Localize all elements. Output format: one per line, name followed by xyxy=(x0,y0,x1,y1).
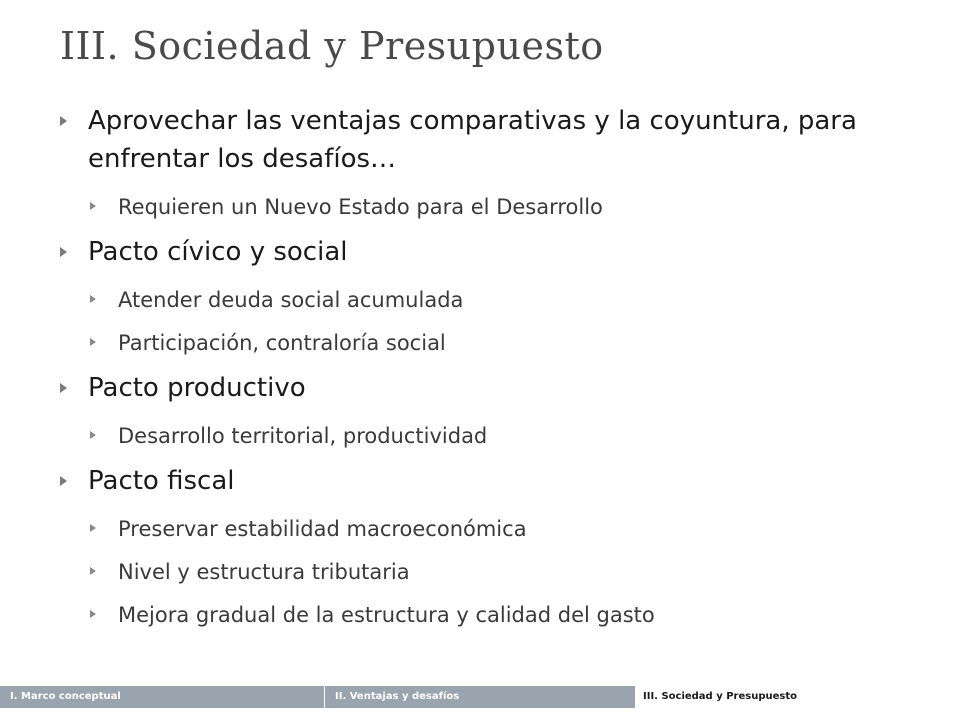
bullet-item xyxy=(56,369,936,407)
bullet-text: Pacto fiscal xyxy=(88,466,235,496)
bullet-text: Aprovechar las ventajas comparativas y la coyuntura, para enfrentar los desafíos… xyxy=(88,106,857,174)
sub-bullet-text: Preservar estabilidad macroeconómica xyxy=(118,517,527,541)
triangle-right-icon xyxy=(60,383,67,393)
sub-bullet-item xyxy=(56,422,936,450)
bullet-text: Pacto cívico y social xyxy=(88,237,348,267)
sub-bullet-text: Mejora gradual de la estructura y calidad del gasto xyxy=(118,603,655,627)
sub-bullet-item xyxy=(56,558,936,586)
triangle-right-icon xyxy=(90,295,96,303)
sub-bullet-text: Participación, contraloría social xyxy=(118,331,446,355)
triangle-right-icon xyxy=(60,116,67,126)
triangle-right-icon xyxy=(60,247,67,257)
footer-tab-ventajas-desafios[interactable]: II. Ventajas y desafíos xyxy=(325,686,635,708)
triangle-right-icon xyxy=(90,338,96,346)
footer-tab-marco-conceptual[interactable]: I. Marco conceptual xyxy=(0,686,325,708)
sub-bullet-item xyxy=(56,193,936,221)
bullet-item xyxy=(56,233,936,271)
sub-bullet-item xyxy=(56,329,936,357)
slide-title: III. Sociedad y Presupuesto xyxy=(60,24,604,68)
footer-tab-sociedad-presupuesto[interactable]: III. Sociedad y Presupuesto xyxy=(635,686,960,708)
bullet-item xyxy=(56,102,936,178)
bullet-item xyxy=(56,462,936,500)
sub-bullet-item xyxy=(56,286,936,314)
sub-bullet-item xyxy=(56,515,936,543)
triangle-right-icon xyxy=(90,610,96,618)
sub-bullet-text: Atender deuda social acumulada xyxy=(118,288,464,312)
triangle-right-icon xyxy=(60,476,67,486)
sub-bullet-text: Desarrollo territorial, productividad xyxy=(118,424,488,448)
sub-bullet-text: Requieren un Nuevo Estado para el Desarrollo xyxy=(118,195,603,219)
triangle-right-icon xyxy=(90,431,96,439)
sub-bullet-item xyxy=(56,601,936,629)
sub-bullet-text: Nivel y estructura tributaria xyxy=(118,560,410,584)
bullet-text: Pacto productivo xyxy=(88,373,306,403)
triangle-right-icon xyxy=(90,567,96,575)
bullet-list xyxy=(56,102,936,629)
triangle-right-icon xyxy=(90,524,96,532)
footer-nav xyxy=(0,686,960,708)
triangle-right-icon xyxy=(90,202,96,210)
